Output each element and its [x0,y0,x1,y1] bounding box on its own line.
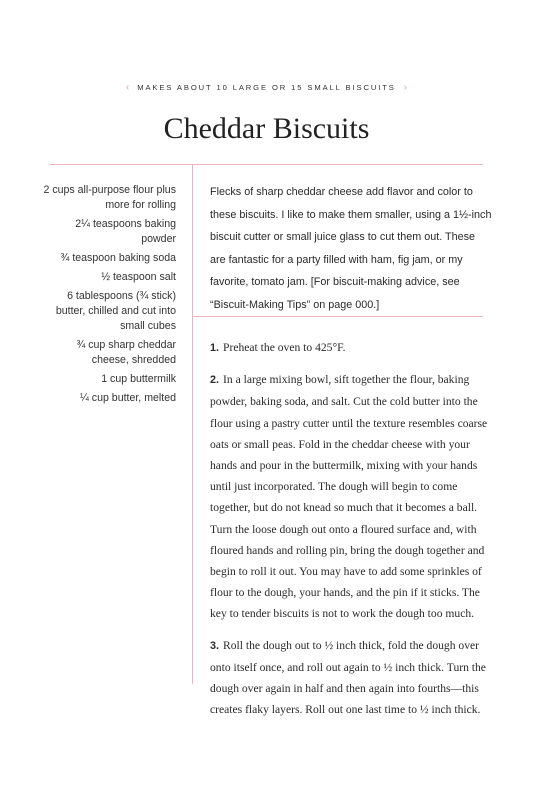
ingredient-item: 2¼ teaspoons baking powder [75,218,176,245]
step-text: In a large mixing bowl, sift together the flour, baking powder, baking soda, and salt. Cut the cold butter into the flour using a pastry cutter until the texture resembles coarse oats or small peas. Fold in the cheddar cheese with your hands and pour in the buttermilk, mixing with your hands until just incorporated. The dough will begin to come together, but do not knead so much that it becomes a ball. Turn the loose dough out onto a floured surface and, with floured hands and rolling pin, bring the dough together and begin to roll it out. You may have to add some sprinkles of flour to the dough, your hands, and the pin if it sticks. The key to tender biscuits is not to work the dough too much. [210,373,488,621]
recipe-title: Cheddar Biscuits [163,112,370,145]
ingredient-item: 2 cups all-purpose flour plus more for rolling [43,184,176,211]
ingredient-item: ½ teaspoon salt [101,271,176,283]
step-number: 1. [210,342,220,354]
ingredient-item: 6 tablespoons (¾ stick) butter, chilled and cut into small cubes [55,290,176,332]
step-number: 3. [210,639,220,652]
top-divider [50,164,483,165]
intro-divider [193,316,483,317]
step-text: Roll the dough out to ½ inch thick, fold the dough over onto itself once, and roll out again to ½ inch thick. Turn the dough over again in half and then again into fourths—this creates flaky layers. Roll out one last time to ½ inch thick. [210,638,486,717]
column-divider [192,164,193,684]
yield-text: MAKES ABOUT 10 LARGE OR 15 SMALL BISCUITS [137,83,396,92]
ingredient-item: 1 cup buttermilk [101,373,176,385]
chevron-right-icon: › [403,82,408,93]
method-steps [210,337,492,730]
ingredient-item: ¾ teaspoon baking soda [60,252,176,264]
step-text: Preheat the oven to 425°F. [223,341,346,354]
method-step [210,369,492,624]
ingredient-item: ¾ cup sharp cheddar cheese, shredded [76,339,176,366]
yield-line [0,82,533,93]
ingredient-item: ¼ cup butter, melted [80,392,176,404]
chevron-left-icon: ‹ [125,82,130,93]
method-step [210,635,492,721]
step-number: 2. [210,374,220,387]
ingredient-list [40,183,176,410]
method-step [210,337,492,359]
recipe-intro: Flecks of sharp cheddar cheese add flavor and color to these biscuits. I like to make them smaller, using a 1½-inch biscuit cutter or small juice glass to cut them out. These are fantastic for a party filled with ham, fig jam, or my favorite, tomato jam. [For biscuit-making advice, see “Biscuit-Making Tips” on page 000.] [210,186,492,311]
